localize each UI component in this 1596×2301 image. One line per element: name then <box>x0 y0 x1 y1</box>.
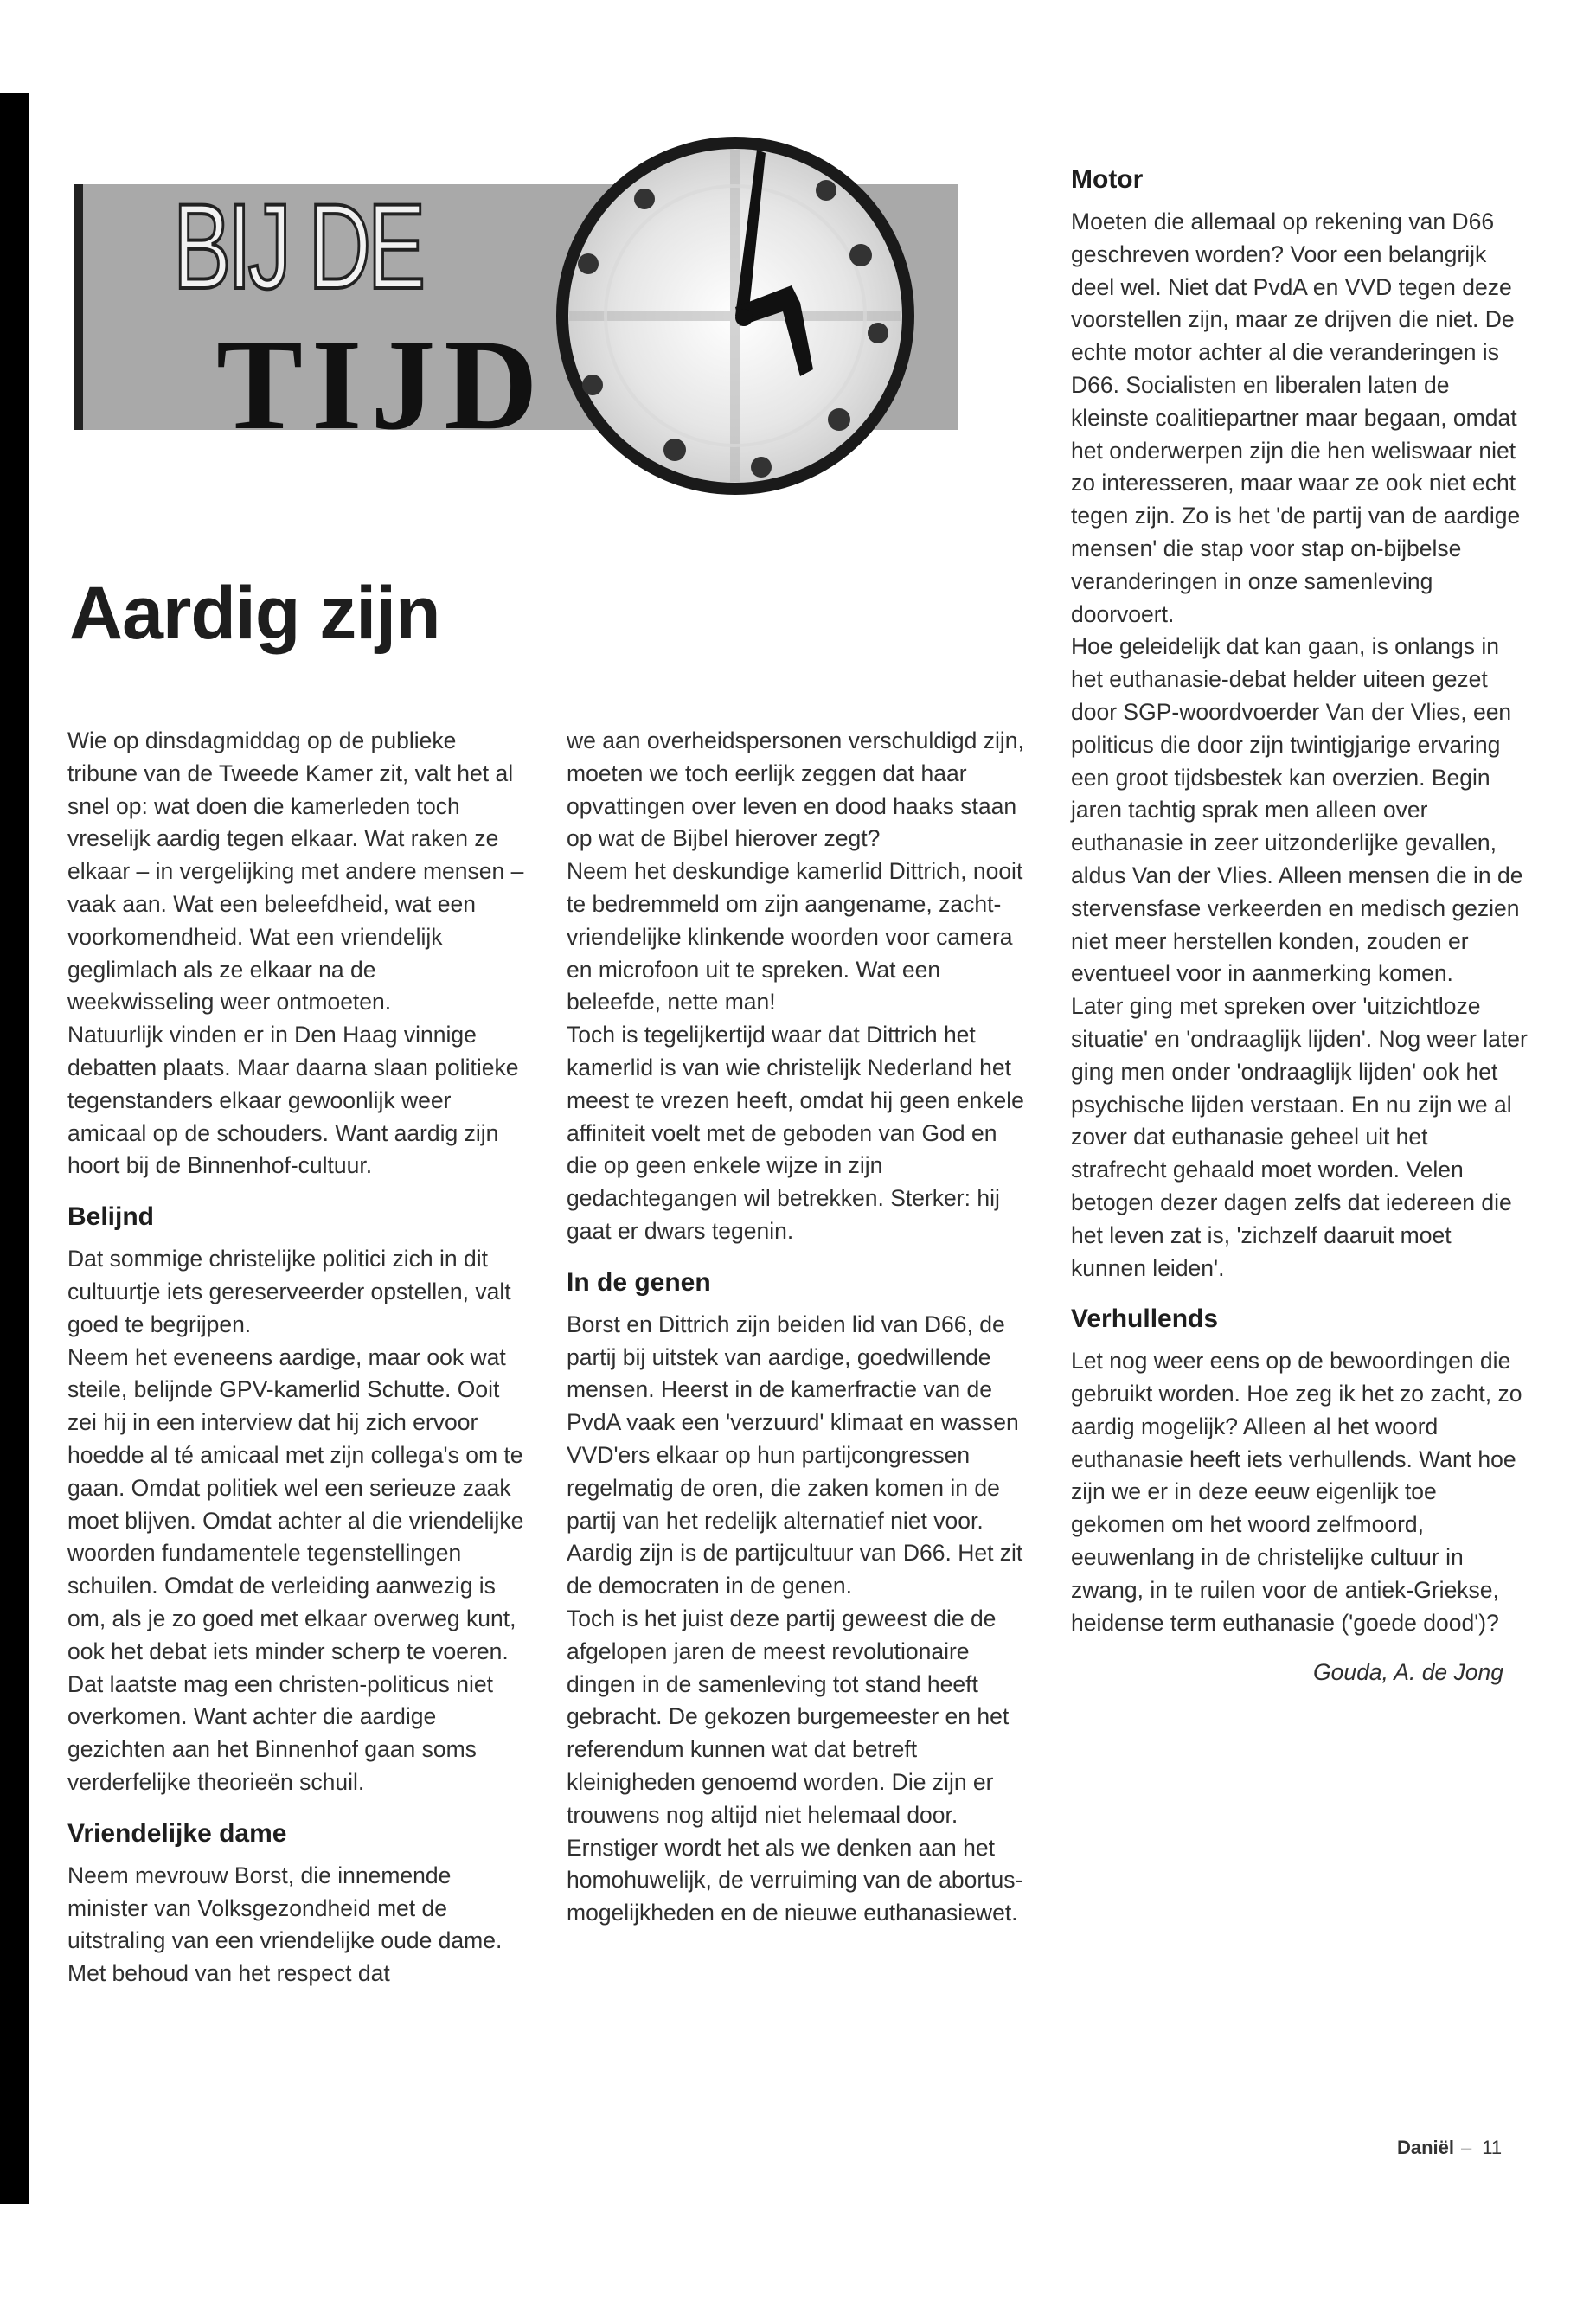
paragraph: Borst en Dittrich zijn beiden lid van D66, de partij bij uitstek van aardige, goedwillende mensen. Heerst in de kamerfractie van de PvdA vaak een 'verzuurd' klimaat en wassen VVD'ers elkaar op hun partijcongressen regelmatig de oren, die zaken komen in de partij van het redelijk alternatief niet voor. Aardig zijn is de partijcultuur van D66. Het zit de democraten in de genen. <box>567 1311 1023 1599</box>
column-1 <box>67 725 526 1990</box>
paragraph: Natuurlijk vinden er in Den Haag vinnige debatten plaats. Maar daarna slaan politieke tegenstanders elkaar gewoonlijk weer amicaal op de schouders. Want aardig zijn hoort bij de Binnenhof-cultuur. <box>67 1022 519 1179</box>
paragraph: we aan overheidspersonen verschuldigd zijn, moeten we toch eerlijk zeggen dat haar opvattingen over leven en dood haaks staan op wat de Bijbel hierover zegt? <box>567 727 1024 852</box>
paragraph: Hoe geleidelijk dat kan gaan, is onlangs in het euthanasie-debat helder uiteen gezet door SGP-woordvoerder Van der Vlies, een politicus die door zijn twintigjarige ervaring een groot tijdsbestek kan overzien. Begin jaren tachtig sprak men alleen over euthanasie in zeer uitzonderlijke gevallen, aldus Van der Vlies. Alleen mensen die in de stervensfase verkeerden en medisch gezien niet meer herstellen konden, zouden er eventueel voor in aanmerking komen. <box>1071 633 1523 987</box>
left-edge-bar <box>0 93 29 2204</box>
page-number: 11 <box>1482 2137 1503 2158</box>
paragraph: Neem het eveneens aardige, maar ook wat steile, belijnde GPV-kamerlid Schutte. Ooit zei hij in een interview dat hij zich ervoor hoedde al té amicaal met zijn collega's om te gaan. Omdat politiek wel een serieuze zaak moet blijven. Omdat achter al die vriendelijke woorden fundamentele tegenstellingen schuilen. Omdat de verleiding aanwezig is om, als je zo goed met elkaar overweg kunt, ook het debat iets minder scherp te voeren. <box>67 1343 524 1664</box>
paragraph: Toch is tegelijkertijd waar dat Dittrich het kamerlid is van wie christelijk Nederland het meest te vrezen heeft, omdat hij geen enkele affiniteit voelt met de geboden van God en die op geen enkele wijze in zijn gedachtegangen wil betrekken. Sterker: hij gaat er dwars tegenin. <box>567 1022 1024 1244</box>
paragraph: Toch is het juist deze partij geweest die de afgelopen jaren de meest revolutionaire dingen in de samenleving tot stand heeft gebracht. De gekozen burgemeester en het referendum kunnen wat dat betreft kleinigheden genoemd worden. Die zijn er trouwens nog altijd niet helemaal door. Ernstiger wordt het als we denken aan het homohuwelijk, de verruiming van de abortus-mogelijkheden en de nieuwe euthanasiewet. <box>567 1605 1023 1926</box>
column-3 <box>1071 163 1529 1689</box>
subheading-vriendelijke-dame: Vriendelijke dame <box>67 1818 287 1848</box>
footer-separator: – <box>1461 2137 1472 2158</box>
subheading-belijnd: Belijnd <box>67 1202 155 1232</box>
paragraph: Neem het deskundige kamerlid Dittrich, nooit te bedremmeld om zijn aangename, zacht-vriendelijke klinkende woorden voor camera en microfoon uit te spreken. Wat een beleefde, nette man! <box>567 858 1023 1016</box>
paragraph: Dat laatste mag een christen-politicus niet overkomen. Want achter die aardige gezichten aan het Binnenhof gaan soms verderfelijke theorieën schuil. <box>67 1670 493 1795</box>
paragraph: Neem mevrouw Borst, die innemende minister van Volksgezondheid met de uitstraling van een vriendelijke oude dame. Met behoud van het respect dat <box>67 1862 503 1987</box>
header-word-tijd: TIJD <box>216 313 547 457</box>
section-header-graphic <box>69 134 965 497</box>
subheading-in-de-genen: In de genen <box>567 1267 711 1297</box>
subheading-verhullends: Verhullends <box>1071 1304 1219 1334</box>
paragraph: Let nog weer eens op de bewoordingen die gebruikt worden. Hoe zeg ik het zo zacht, zo aardig mogelijk? Alleen al het woord euthanasie heeft iets verhullends. Want hoe zijn we er in deze eeuw eigenlijk toe gekomen om het woord zelfmoord, eeuwenlang in de christelijke cultuur in zwang, in te ruilen voor de antiek-Griekse, heidense term euthanasie ('goede dood')? <box>1071 1348 1522 1636</box>
subheading-motor: Motor <box>1071 165 1144 194</box>
paragraph: Wie op dinsdagmiddag op de publieke tribune van de Tweede Kamer zit, valt het al snel op: wat doen die kamerleden toch vreselijk aardig tegen elkaar. Wat raken ze elkaar – in vergelijking met andere mensen – vaak aan. Wat een beleefdheid, wat een voorkomendheid. Wat een vriendelijk geglimlach als ze elkaar na de weekwisseling weer ontmoeten. <box>67 727 524 1016</box>
magazine-name: Daniël <box>1397 2137 1455 2158</box>
header-word-bij-de: BIJ DE <box>173 178 422 314</box>
article-title: Aardig zijn <box>69 572 440 655</box>
paragraph: Dat sommige christelijke politici zich in dit cultuurtje iets gereserveerder opstellen, valt goed te begrijpen. <box>67 1246 511 1337</box>
clock-face <box>562 143 908 489</box>
paragraph: Later ging met spreken over 'uitzichtloze situatie' en 'ondraaglijk lijden'. Nog weer later ging men onder 'ondraaglijk lijden' ook het psychische lijden verstaan. En nu zijn we al zover dat euthanasie geheel uit het strafrecht gehaald moet worden. Velen betogen dezer dagen zelfs dat iedereen die het leven zat is, 'zichzelf daaruit moet kunnen leiden'. <box>1071 993 1528 1281</box>
paragraph: Moeten die allemaal op rekening van D66 geschreven worden? Voor een belangrijk deel wel. Niet dat PvdA en VVD tegen deze voorstellen zijn, maar ze drijven die niet. De echte motor achter al die veranderingen is D66. Socialisten en liberalen laten de kleinste coalitiepartner maar begaan, omdat het onderwerpen zijn die hen weliswaar niet zo interesseren, maar waar ze ook niet echt tegen zijn. Zo is het 'de partij van de aardige mensen' die stap voor stap on-bijbelse veranderingen in onze samenleving doorvoert. <box>1071 208 1521 627</box>
column-2 <box>567 725 1025 1930</box>
page-footer <box>1397 2137 1502 2159</box>
author-signature: Gouda, A. de Jong <box>1312 1659 1503 1686</box>
